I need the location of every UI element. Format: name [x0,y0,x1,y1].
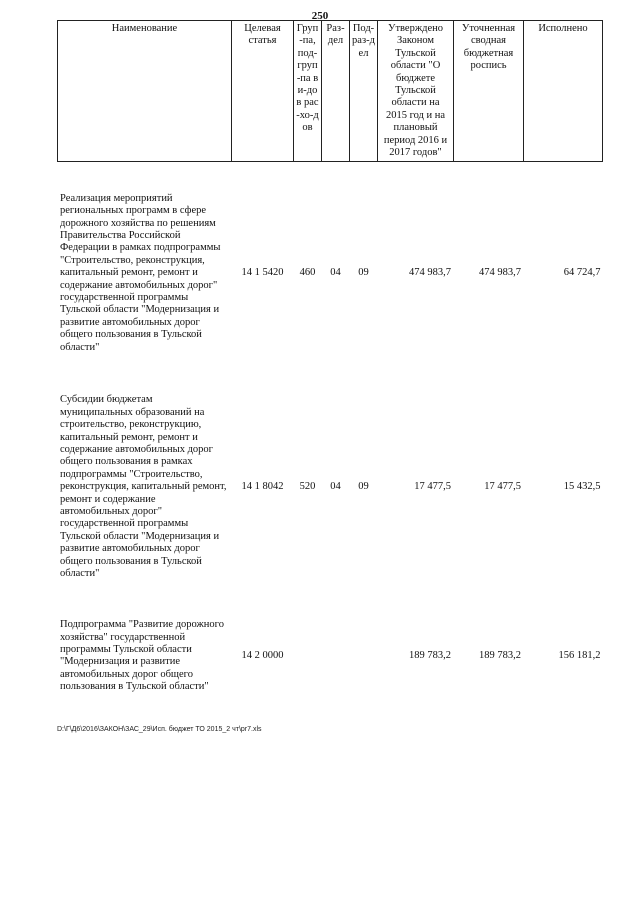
row-target: 14 1 5420 [241,267,284,279]
row-group: 460 [299,267,316,279]
row-refined: 474 983,7 [479,267,521,279]
row-target: 14 2 0000 [241,650,284,662]
row-name: Субсидии бюджетам муниципальных образований на строительство, реконструкцию, капитальный ремонт, ремонт и содержание автомобильных дорог общего пользования в рамках подпрограммы "Строительство, реконструкция, капитальный ремонт, ремонт и содержание автомобильных дорог" государственной программы Тульской области "Модернизация и развитие автомобильных дорог общего пользования в Тульской области" [60,394,227,580]
row-executed: 15 432,5 [563,481,601,493]
row-subsection: 09 [358,481,369,493]
table-row [58,376,603,598]
header-section: Раз-дел [322,21,350,162]
row-executed: 156 181,2 [558,650,601,662]
row-executed: 64 724,7 [563,267,601,279]
row-subsection: 09 [358,267,369,279]
row-group: 520 [299,481,316,493]
row-section [322,598,350,714]
row-approved: 474 983,7 [409,267,451,279]
row-approved: 17 477,5 [414,481,451,493]
table-header-row [58,21,603,162]
header-subsection: Под-раз-дел [350,21,378,162]
header-target: Целевая статья [232,21,294,162]
row-refined: 189 783,2 [479,650,521,662]
row-group [294,598,322,714]
header-name: Наименование [58,21,232,162]
row-section: 04 [330,267,341,279]
footer-file-path: D:\Г\Д6\2016\ЗАКОН\ЗАС_29\Исп. бюджет ТО 2015_2 чт\pr7.xls [57,726,262,733]
table-row [58,162,603,377]
page-number: 250 [311,10,329,22]
header-group: Груп-па, под-груп-па ви-дов рас-хо-дов [294,21,322,162]
header-executed: Исполнено [524,21,603,162]
header-refined: Уточненная сводная бюджетная роспись [454,21,524,162]
row-refined: 17 477,5 [484,481,521,493]
row-target: 14 1 8042 [241,481,284,493]
row-name: Реализация мероприятий региональных программ в сфере дорожного хозяйства по решениям Правительства Российской Федерации в рамках подпрограммы "Строительство, реконструкция, капитальный ремонт, ремонт и содержание автомобильных дорог" государственной программы Тульской области "Модернизация и развитие автомобильных дорог общего пользования в Тульской области" [60,192,221,353]
budget-table [57,20,603,714]
row-section: 04 [330,481,341,493]
row-approved: 189 783,2 [409,650,451,662]
row-name: Подпрограмма "Развитие дорожного хозяйства" государственной программы Тульской области "Модернизация и развитие автомобильных дорог общего пользования в Тульской области" [60,619,224,693]
header-approved: Утверждено Законом Тульской области "О бюджете Тульской области на 2015 год и на плановый период 2016 и 2017 годов" [378,21,454,162]
table-row [58,598,603,714]
row-subsection [350,598,378,714]
